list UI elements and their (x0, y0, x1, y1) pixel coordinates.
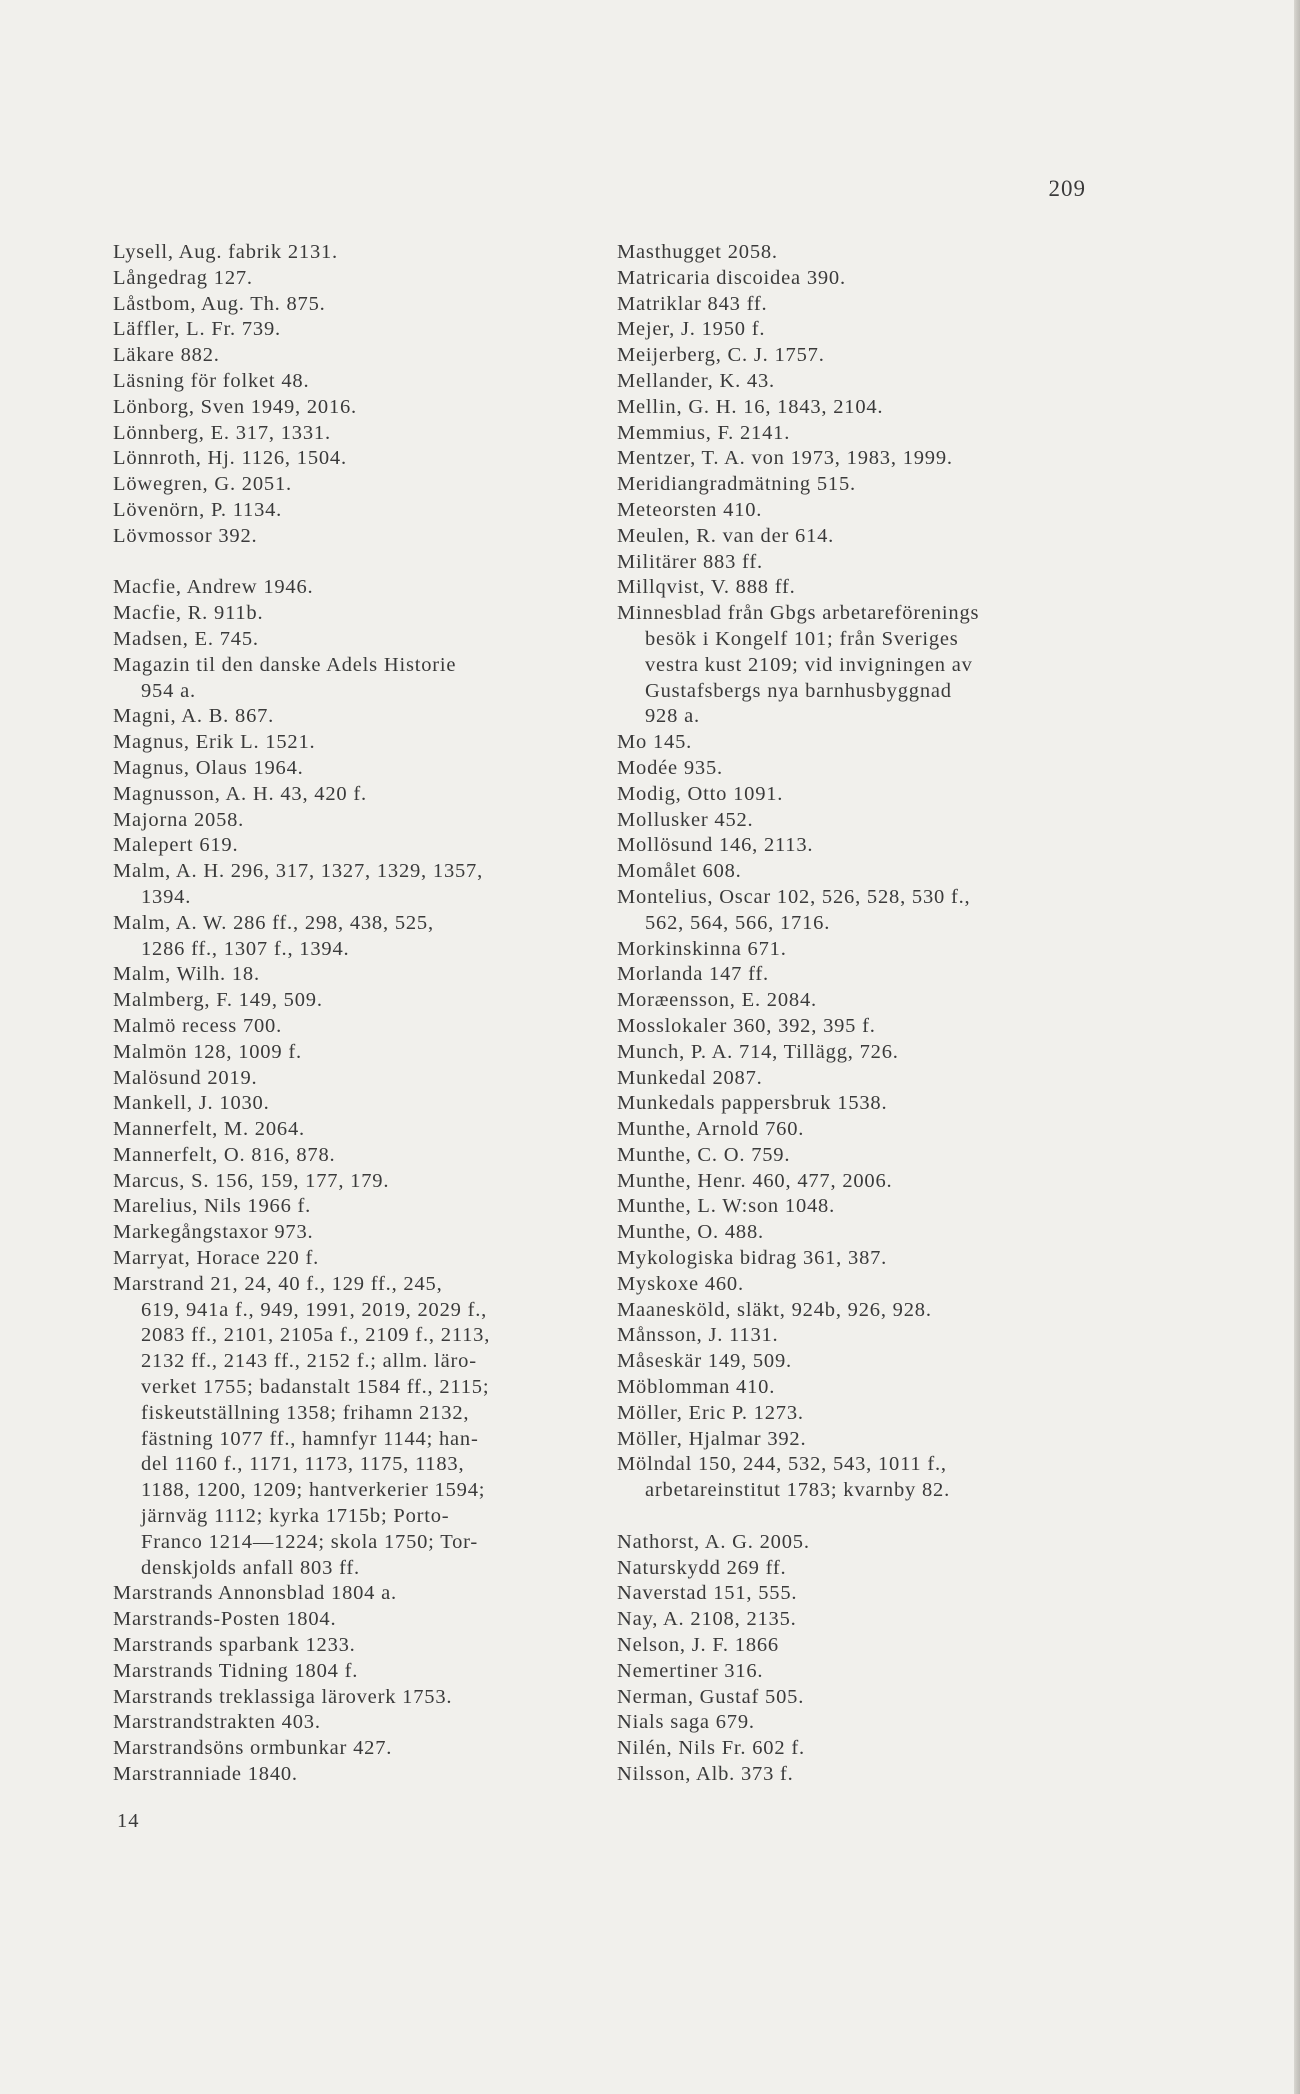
index-entry: Naturskydd 269 ff. (617, 1556, 787, 1579)
index-entry (113, 704, 593, 730)
index-entry-line: Munthe, C. O. 759. (617, 1143, 791, 1166)
index-entry (113, 808, 593, 834)
index-entry: Lönnberg, E. 317, 1331. (113, 421, 331, 444)
index-entry: Läffler, L. Fr. 739. (113, 318, 281, 341)
index-entry-line: Matriklar 843 ff. (617, 292, 768, 315)
index-entry (113, 1659, 593, 1685)
index-entry: Lönborg, Sven 1949, 2016. (113, 395, 357, 418)
index-entry-continuation: arbetareinstitut 1783; kvarnby 82. (645, 1479, 951, 1502)
index-entry-line: Meulen, R. van der 614. (617, 524, 835, 547)
index-entry (113, 911, 593, 963)
index-entry-line: Meteorsten 410. (617, 498, 763, 521)
index-entry (617, 1040, 1092, 1066)
index-entry (617, 550, 1092, 576)
index-entry-line: Malmberg, F. 149, 509. (113, 989, 323, 1012)
index-entry-line: Montelius, Oscar 102, 526, 528, 530 f., (617, 885, 971, 908)
index-entry (113, 1091, 593, 1117)
index-entry-line: Mykologiska bidrag 361, 387. (617, 1247, 888, 1270)
index-entry (617, 1066, 1092, 1092)
index-entry-line: Munkedals pappersbruk 1538. (617, 1092, 888, 1115)
index-entry (113, 601, 593, 627)
index-entry-line: Måseskär 149, 509. (617, 1350, 792, 1373)
index-entry-line: Marstranniade 1840. (113, 1763, 298, 1786)
index-entry-line: Majorna 2058. (113, 808, 245, 831)
index-entry (617, 859, 1092, 885)
index-entry-line: Munkedal 2087. (617, 1066, 763, 1089)
index-entry (617, 962, 1092, 988)
index-entry (113, 1169, 593, 1195)
index-entry: Nials saga 679. (617, 1711, 755, 1734)
index-entry (617, 317, 1092, 343)
index-entry (617, 395, 1092, 421)
index-entry (113, 1143, 593, 1169)
index-entry-continuation: 1286 ff., 1307 f., 1394. (141, 937, 350, 960)
index-entry (617, 1194, 1092, 1220)
index-entry-continuation: 928 a. (645, 705, 700, 728)
index-entry-line: Mellander, K. 43. (617, 369, 775, 392)
index-entry (113, 756, 593, 782)
index-entry-line: Marstrands-Posten 1804. (113, 1608, 337, 1631)
index-entry-line: Malösund 2019. (113, 1066, 258, 1089)
index-entry (113, 833, 593, 859)
index-entry-line: Munch, P. A. 714, Tillägg, 726. (617, 1040, 899, 1063)
index-entry-line: Mosslokaler 360, 392, 395 f. (617, 1014, 876, 1037)
index-entry (617, 1014, 1092, 1040)
index-column-right (617, 240, 1092, 1788)
index-entry (617, 937, 1092, 963)
index-entry (113, 1220, 593, 1246)
index-entry (617, 1220, 1092, 1246)
index-entry-line: Malm, Wilh. 18. (113, 963, 260, 986)
index-entry-continuation: 1188, 1200, 1209; hantverkerier 1594; (141, 1479, 486, 1502)
index-entry-line: Madsen, E. 745. (113, 627, 259, 650)
index-entry-continuation: 1394. (141, 885, 192, 908)
index-entry (617, 1452, 1092, 1504)
index-entry-line: Marstrandsöns ormbunkar 427. (113, 1737, 393, 1760)
index-entry (113, 1194, 593, 1220)
index-entry (113, 962, 593, 988)
index-entry-line: Mentzer, T. A. von 1973, 1983, 1999. (617, 447, 953, 470)
index-entry (113, 575, 593, 601)
index-entry-continuation: del 1160 f., 1171, 1173, 1175, 1183, (141, 1453, 465, 1476)
index-entry-line: Mo 145. (617, 731, 693, 754)
index-entry-line: Meijerberg, C. J. 1757. (617, 344, 825, 367)
index-entry-line: Malm, A. W. 286 ff., 298, 438, 525, (113, 911, 434, 934)
index-entry (113, 1040, 593, 1066)
index-entry (617, 808, 1092, 834)
index-entry (617, 1246, 1092, 1272)
index-entry: Lövmossor 392. (113, 524, 258, 547)
index-entry-line: Munthe, O. 488. (617, 1221, 764, 1244)
index-entry: Nilén, Nils Fr. 602 f. (617, 1737, 805, 1760)
index-entry-continuation: vestra kust 2109; vid invigningen av (645, 653, 973, 676)
index-entry-line: Malm, A. H. 296, 317, 1327, 1329, 1357, (113, 860, 484, 883)
index-entry (617, 524, 1092, 550)
index-entry (617, 292, 1092, 318)
index-entry (617, 1349, 1092, 1375)
index-entry-line: Militärer 883 ff. (617, 550, 763, 573)
index-entry-continuation: 562, 564, 566, 1716. (645, 911, 831, 934)
index-entry-line: Möller, Eric P. 1273. (617, 1401, 804, 1424)
block-separator (617, 1504, 1092, 1530)
index-entry (617, 988, 1092, 1014)
index-entry (113, 859, 593, 911)
index-entry (113, 1246, 593, 1272)
index-entry-line: Marstrand 21, 24, 40 f., 129 ff., 245, (113, 1272, 443, 1295)
index-entry-line: Mollusker 452. (617, 808, 754, 831)
index-entry (617, 369, 1092, 395)
index-entry-line: Möller, Hjalmar 392. (617, 1427, 807, 1450)
index-entry-continuation: denskjolds anfall 803 ff. (141, 1556, 360, 1579)
index-entry (617, 782, 1092, 808)
index-entry (113, 1066, 593, 1092)
index-entry (617, 885, 1092, 937)
index-entry-line: Magazin til den danske Adels Historie (113, 653, 457, 676)
index-entry: Nelson, J. F. 1866 (617, 1634, 779, 1657)
index-entry (617, 1272, 1092, 1298)
index-entry-line: Marstrandstrakten 403. (113, 1711, 321, 1734)
index-entry (113, 1581, 593, 1607)
index-entry-line: Matricaria discoidea 390. (617, 266, 846, 289)
index-entry-line: Mannerfelt, M. 2064. (113, 1118, 305, 1141)
index-entry: Lysell, Aug. fabrik 2131. (113, 241, 338, 263)
index-entry-continuation: 619, 941a f., 949, 1991, 2019, 2029 f., (141, 1298, 488, 1321)
index-entry-continuation: 2132 ff., 2143 ff., 2152 f.; allm. läro- (141, 1350, 477, 1373)
index-entry-continuation: fiskeutställning 1358; frihamn 2132, (141, 1401, 470, 1424)
index-entry-line: Modig, Otto 1091. (617, 782, 784, 805)
index-entry-continuation: fästning 1077 ff., hamnfyr 1144; han- (141, 1427, 479, 1450)
index-entry: Lönnroth, Hj. 1126, 1504. (113, 447, 347, 470)
index-entry-line: Myskoxe 460. (617, 1272, 744, 1295)
index-entry-line: Möblomman 410. (617, 1376, 776, 1399)
index-entry-continuation: 954 a. (141, 679, 196, 702)
index-entry (113, 627, 593, 653)
index-entry (113, 1633, 593, 1659)
index-entry-line: Maanesköld, släkt, 924b, 926, 928. (617, 1298, 932, 1321)
index-entry: Nathorst, A. G. 2005. (617, 1530, 810, 1553)
index-entry-line: Marstrands sparbank 1233. (113, 1634, 356, 1657)
index-entry (617, 1169, 1092, 1195)
index-entry-continuation: verket 1755; badanstalt 1584 ff., 2115; (141, 1376, 490, 1399)
index-entry: Läsning för folket 48. (113, 369, 310, 392)
index-entry-line: Marcus, S. 156, 159, 177, 179. (113, 1169, 390, 1192)
index-entry (617, 833, 1092, 859)
index-entry (113, 730, 593, 756)
index-entry (113, 1736, 593, 1762)
index-entry-line: Memmius, F. 2141. (617, 421, 791, 444)
index-entry: Nay, A. 2108, 2135. (617, 1608, 797, 1631)
index-entry: Lövenörn, P. 1134. (113, 498, 283, 521)
index-entry-line: Masthugget 2058. (617, 241, 778, 263)
index-entry (617, 1375, 1092, 1401)
index-entry-line: Meridiangradmätning 515. (617, 473, 856, 496)
index-entry (617, 756, 1092, 782)
index-entry (617, 1323, 1092, 1349)
index-entry: Naverstad 151, 555. (617, 1582, 798, 1605)
index-entry-line: Mankell, J. 1030. (113, 1092, 270, 1115)
index-entry-line: Malepert 619. (113, 834, 239, 857)
index-entry-line: Mellin, G. H. 16, 1843, 2104. (617, 395, 884, 418)
index-entry: Nemertiner 316. (617, 1659, 764, 1682)
index-entry: Långedrag 127. (113, 266, 253, 289)
index-entry-line: Magni, A. B. 867. (113, 705, 275, 728)
page-number: 209 (1048, 176, 1086, 201)
index-entry-line: Månsson, J. 1131. (617, 1324, 779, 1347)
index-entry (113, 1014, 593, 1040)
index-entry-continuation: Gustafsbergs nya barnhusbyggnad (645, 679, 952, 702)
index-entry-line: Marryat, Horace 220 f. (113, 1247, 320, 1270)
index-entry: Låstbom, Aug. Th. 875. (113, 292, 326, 315)
index-entry (617, 240, 1092, 266)
index-entry (617, 1298, 1092, 1324)
index-entry (617, 1401, 1092, 1427)
index-entry (617, 498, 1092, 524)
index-entry: Läkare 882. (113, 344, 220, 367)
index-entry-line: Morlanda 147 ff. (617, 963, 769, 986)
index-entry-line: Magnus, Erik L. 1521. (113, 731, 316, 754)
index-entry-line: Momålet 608. (617, 860, 742, 883)
index-entry: Nerman, Gustaf 505. (617, 1685, 805, 1708)
index-entry-continuation: Franco 1214—1224; skola 1750; Tor- (141, 1530, 479, 1553)
index-entry: Nilsson, Alb. 373 f. (617, 1763, 794, 1786)
index-entry (113, 653, 593, 705)
index-entry-line: Marelius, Nils 1966 f. (113, 1195, 312, 1218)
index-entry-line: Munthe, Arnold 760. (617, 1118, 805, 1141)
index-entry-continuation: järnväg 1112; kyrka 1715b; Porto- (141, 1505, 450, 1528)
index-entry-line: Marstrands Tidning 1804 f. (113, 1659, 359, 1682)
index-entry (617, 343, 1092, 369)
index-entry-line: Malmö recess 700. (113, 1014, 283, 1037)
index-entry-line: Mollösund 146, 2113. (617, 834, 814, 857)
index-entry-line: Minnesblad från Gbgs arbetareförenings (617, 602, 980, 625)
index-entry-line: Magnus, Olaus 1964. (113, 756, 304, 779)
index-entry (113, 1710, 593, 1736)
index-entry-line: Mejer, J. 1950 f. (617, 318, 766, 341)
signature-mark: 14 (117, 1810, 140, 1832)
index-entry (113, 1272, 593, 1582)
index-entry-line: Morkinskinna 671. (617, 937, 787, 960)
index-entry-line: Marstrands Annonsblad 1804 a. (113, 1582, 397, 1605)
index-entry (617, 601, 1092, 730)
index-entry (617, 266, 1092, 292)
block-separator (113, 550, 593, 576)
index-entry (113, 782, 593, 808)
index-entry (113, 1117, 593, 1143)
index-entry-line: Macfie, R. 911b. (113, 602, 264, 625)
index-entry-line: Magnusson, A. H. 43, 420 f. (113, 782, 367, 805)
page-edge (1294, 0, 1300, 2094)
index-entry-line: Munthe, Henr. 460, 477, 2006. (617, 1169, 893, 1192)
index-entry (617, 1091, 1092, 1117)
index-entry (617, 421, 1092, 447)
index-entry (617, 1427, 1092, 1453)
index-entry (617, 730, 1092, 756)
index-entry-line: Mölndal 150, 244, 532, 543, 1011 f., (617, 1453, 947, 1476)
index-entry-line: Modée 935. (617, 756, 723, 779)
index-entry-line: Malmön 128, 1009 f. (113, 1040, 302, 1063)
index-entry (617, 446, 1092, 472)
index-entry-line: Mannerfelt, O. 816, 878. (113, 1143, 336, 1166)
index-entry (617, 1117, 1092, 1143)
index-entry-continuation: 2083 ff., 2101, 2105a f., 2109 f., 2113, (141, 1324, 491, 1347)
index-entry (113, 1685, 593, 1711)
index-column-left (113, 240, 593, 1788)
index-entry-line: Macfie, Andrew 1946. (113, 576, 314, 599)
index-entry-line: Millqvist, V. 888 ff. (617, 576, 796, 599)
index-entry (617, 1143, 1092, 1169)
index-entry (617, 575, 1092, 601)
index-entry-line: Markegångstaxor 973. (113, 1221, 314, 1244)
index-entry (113, 1762, 593, 1788)
index-entry (113, 988, 593, 1014)
index-entry-line: Munthe, L. W:son 1048. (617, 1195, 836, 1218)
index-entry-line: Marstrands treklassiga läroverk 1753. (113, 1685, 453, 1708)
index-entry-line: Moræensson, E. 2084. (617, 989, 817, 1012)
index-entry: Löwegren, G. 2051. (113, 473, 292, 496)
index-entry (617, 472, 1092, 498)
index-entry-continuation: besök i Kongelf 101; från Sveriges (645, 627, 959, 650)
index-entry (113, 1607, 593, 1633)
